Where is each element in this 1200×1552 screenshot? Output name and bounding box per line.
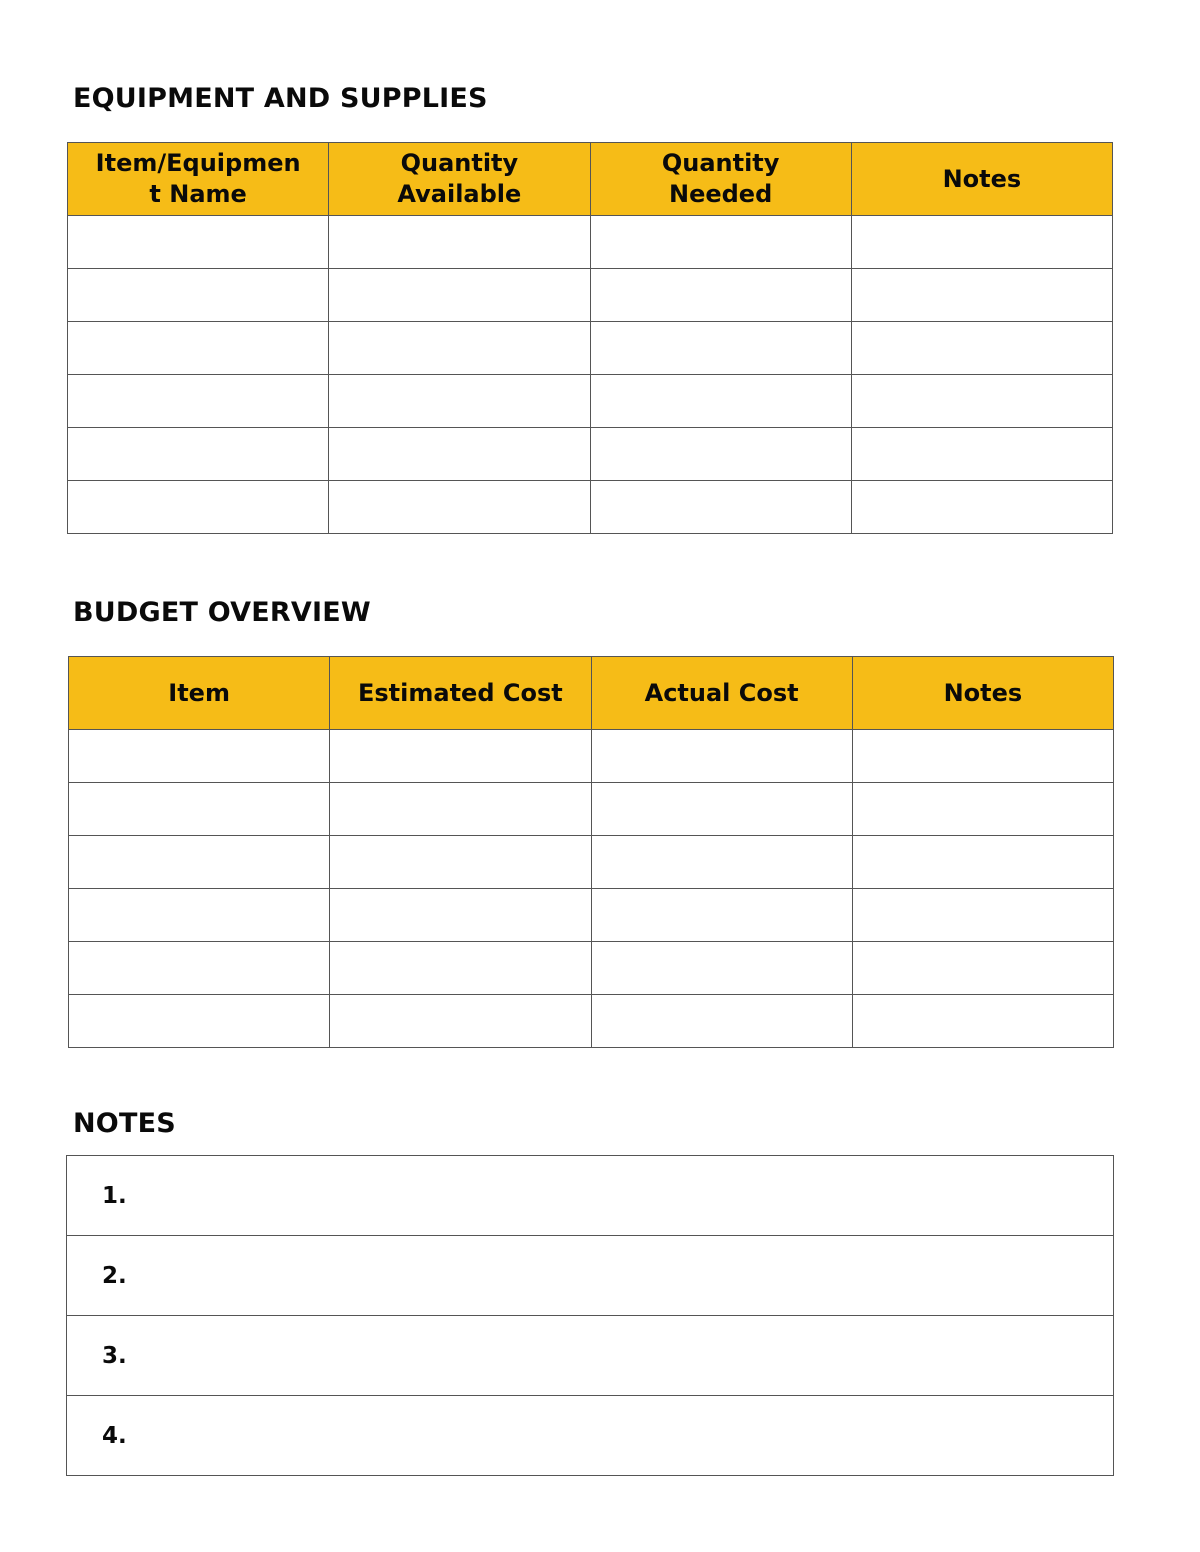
equipment-cell[interactable] [851,322,1112,375]
equipment-table-row [68,216,1113,269]
budget-cell[interactable] [330,836,591,889]
budget-header-item: Item [69,657,330,730]
budget-cell[interactable] [69,942,330,995]
budget-header-notes: Notes [852,657,1113,730]
equipment-cell[interactable] [68,269,329,322]
budget-cell[interactable] [852,836,1113,889]
budget-table-row [69,730,1114,783]
equipment-cell[interactable] [68,428,329,481]
notes-list-item [67,1396,1114,1476]
equipment-header-item-name: Item/Equipmen t Name [68,143,329,216]
equipment-cell[interactable] [329,375,590,428]
budget-cell[interactable] [591,836,852,889]
equipment-cell[interactable] [329,216,590,269]
budget-header-actual-cost: Actual Cost [591,657,852,730]
equipment-cell[interactable] [329,428,590,481]
budget-cell[interactable] [591,889,852,942]
notes-line[interactable] [67,1156,1114,1236]
notes-section-title: NOTES [73,1108,176,1139]
notes-item-number: 3. [102,1342,127,1369]
budget-cell[interactable] [69,783,330,836]
budget-section-title: BUDGET OVERVIEW [73,597,371,628]
budget-header-estimated-cost: Estimated Cost [330,657,591,730]
equipment-cell[interactable] [68,481,329,534]
budget-cell[interactable] [330,889,591,942]
budget-cell[interactable] [852,889,1113,942]
equipment-cell[interactable] [590,481,851,534]
notes-table-body [67,1156,1114,1476]
equipment-table-row [68,375,1113,428]
budget-table [68,656,1114,1048]
budget-header-row [69,657,1114,730]
equipment-cell[interactable] [329,481,590,534]
notes-table [66,1155,1114,1476]
notes-list-item [67,1156,1114,1236]
budget-cell[interactable] [330,783,591,836]
budget-cell[interactable] [591,783,852,836]
equipment-header-row [68,143,1113,216]
budget-table-body [69,730,1114,1048]
equipment-cell[interactable] [590,269,851,322]
equipment-cell[interactable] [590,375,851,428]
budget-cell[interactable] [69,889,330,942]
budget-table-row [69,836,1114,889]
notes-line[interactable] [67,1236,1114,1316]
notes-line[interactable] [67,1316,1114,1396]
budget-cell[interactable] [330,995,591,1048]
equipment-table-row [68,481,1113,534]
equipment-table-row [68,322,1113,375]
budget-cell[interactable] [852,942,1113,995]
equipment-cell[interactable] [851,269,1112,322]
budget-cell[interactable] [330,730,591,783]
equipment-section-title: EQUIPMENT AND SUPPLIES [73,83,488,114]
notes-line[interactable] [67,1396,1114,1476]
equipment-table-row [68,269,1113,322]
equipment-cell[interactable] [590,216,851,269]
budget-cell[interactable] [852,783,1113,836]
equipment-table-body [68,216,1113,534]
equipment-cell[interactable] [329,322,590,375]
budget-table-row [69,889,1114,942]
equipment-header-notes: Notes [851,143,1112,216]
budget-cell[interactable] [591,730,852,783]
budget-cell[interactable] [591,942,852,995]
equipment-header-quantity-available: Quantity Available [329,143,590,216]
budget-cell[interactable] [591,995,852,1048]
equipment-header-quantity-needed: Quantity Needed [590,143,851,216]
budget-cell[interactable] [69,730,330,783]
notes-item-number: 4. [102,1422,127,1449]
budget-cell[interactable] [330,942,591,995]
notes-list-item [67,1236,1114,1316]
budget-cell[interactable] [852,730,1113,783]
equipment-cell[interactable] [590,428,851,481]
budget-table-row [69,783,1114,836]
budget-cell[interactable] [69,995,330,1048]
equipment-cell[interactable] [851,428,1112,481]
equipment-cell[interactable] [851,481,1112,534]
equipment-table-row [68,428,1113,481]
equipment-cell[interactable] [329,269,590,322]
budget-table-row [69,995,1114,1048]
equipment-cell[interactable] [68,322,329,375]
equipment-cell[interactable] [590,322,851,375]
budget-cell[interactable] [69,836,330,889]
notes-item-number: 1. [102,1182,127,1209]
equipment-cell[interactable] [68,216,329,269]
equipment-cell[interactable] [851,375,1112,428]
budget-cell[interactable] [852,995,1113,1048]
budget-table-row [69,942,1114,995]
notes-list-item [67,1316,1114,1396]
equipment-cell[interactable] [851,216,1112,269]
notes-item-number: 2. [102,1262,127,1289]
equipment-cell[interactable] [68,375,329,428]
equipment-table [67,142,1113,534]
